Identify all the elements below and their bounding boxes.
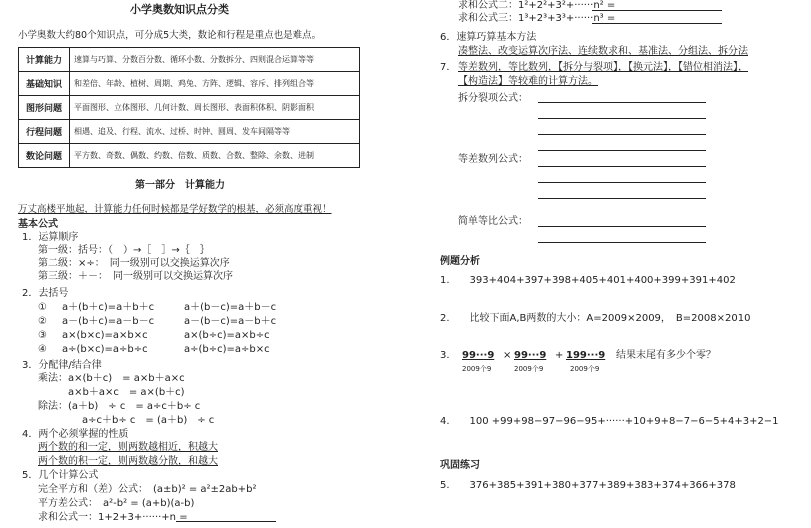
table-row bbox=[19, 72, 360, 96]
intro-text: 小学奥数大约80个知识点，可分成5大类，数论和行程是重点也是难点。 bbox=[18, 30, 322, 41]
answer-line[interactable] bbox=[592, 10, 722, 11]
table-row bbox=[19, 48, 360, 72]
example-3-number: 3. bbox=[440, 350, 450, 361]
example-3-subscript: 2009个9 bbox=[462, 365, 492, 373]
section-properties-heading: 4．两个必须掌握的性质 bbox=[22, 429, 129, 440]
formula-sum-1: 求和公式一：1+2+3+······+n = bbox=[38, 512, 188, 523]
geometric-formula-label: 简单等比公式： bbox=[458, 216, 528, 227]
answer-line[interactable] bbox=[538, 226, 706, 227]
example-3-question: 结果末尾有多少个零？ bbox=[616, 350, 716, 361]
section-advanced-heading: 7． bbox=[440, 62, 457, 73]
answer-line[interactable] bbox=[538, 134, 706, 135]
section-order-heading: 1．运算顺序 bbox=[22, 232, 79, 243]
answer-line[interactable] bbox=[176, 521, 276, 522]
property-1: 两个数的和一定，则两数越相近，积越大 bbox=[38, 442, 218, 453]
section-brackets-heading: 2．去括号 bbox=[22, 288, 69, 299]
table-row bbox=[19, 96, 360, 120]
advanced-methods-1: 等差数列，等比数列，【拆分与裂项】，【换元法】，【错位相消法】， bbox=[458, 62, 748, 73]
page-title: 小学奥数知识点分类 bbox=[130, 3, 229, 16]
category-items: 平面图形、立体图形、几何计数、周长图形、表面积体积、阴影面积 bbox=[70, 96, 360, 120]
formula-difference: 平方差公式： a²-b² = (a+b)(a-b) bbox=[38, 498, 195, 509]
example-3-subscript: 2009个9 bbox=[570, 365, 600, 373]
example-1: 1. 393+404+397+398+405+401+400+399+391+402 bbox=[440, 275, 736, 286]
category-table bbox=[18, 47, 360, 168]
answer-line[interactable] bbox=[538, 150, 706, 151]
category-name: 基础知识 bbox=[19, 72, 70, 96]
bracket-rule-num: ② bbox=[38, 316, 47, 327]
category-items: 相遇、追及、行程、流水、过桥、时钟、圆周、发车间隔等等 bbox=[70, 120, 360, 144]
answer-line[interactable] bbox=[538, 118, 706, 119]
answer-line[interactable] bbox=[538, 102, 706, 103]
arithmetic-formula-label: 等差数列公式： bbox=[458, 154, 528, 165]
div-formula-1: (a＋b) ÷ c = a÷c＋b÷ c bbox=[68, 401, 201, 412]
mul-formula-2: a×b＋a×c = a×(b＋c) bbox=[68, 387, 185, 398]
times-sign: × bbox=[503, 350, 512, 361]
advanced-methods-2-text: 【构造法】等较难的计算方法。 bbox=[458, 76, 598, 87]
bracket-rule-num: ① bbox=[38, 302, 47, 313]
bracket-rule-num: ④ bbox=[38, 344, 47, 355]
table-row bbox=[19, 120, 360, 144]
example-2: 2. 比较下面A,B两数的大小：A=2009×2009， B=2008×2010 bbox=[440, 313, 751, 324]
mul-formula-1: a×(b＋c) = a×b＋a×c bbox=[68, 373, 185, 384]
example-3-term-b: 99···9 bbox=[514, 350, 547, 361]
advanced-methods-2 bbox=[458, 76, 598, 88]
div-formula-2: a÷c＋b÷ c = (a＋b) ÷ c bbox=[82, 415, 215, 426]
bracket-rule: a－(b－c)=a－b＋c bbox=[184, 316, 277, 327]
mul-label: 乘法： bbox=[38, 373, 68, 384]
example-3-term-c: 199···9 bbox=[566, 350, 606, 361]
category-name: 图形问题 bbox=[19, 96, 70, 120]
category-items: 速算与巧算、分数百分数、循环小数、分数拆分、四则混合运算等等 bbox=[70, 48, 360, 72]
order-level-3: 第三级：＋－： 同一级别可以交换运算次序 bbox=[38, 271, 233, 282]
order-level-1: 第一级：括号：（ ）→［ ］→｛ ｝ bbox=[38, 245, 210, 256]
bracket-rule: a×(b÷c)=a×b÷c bbox=[184, 330, 270, 341]
formula-sum-2: 求和公式二：1²+2²+3²+······n² = bbox=[458, 0, 616, 11]
table-row bbox=[19, 144, 360, 168]
category-name: 计算能力 bbox=[19, 48, 70, 72]
category-items: 平方数、奇数、偶数、约数、倍数、质数、合数、整除、余数、进制 bbox=[70, 144, 360, 168]
formula-sum-3: 求和公式三：1³+2³+3³+······n³ = bbox=[458, 13, 616, 24]
bracket-rule-num: ③ bbox=[38, 330, 47, 341]
section-methods-heading: 6．速算巧算基本方法 bbox=[440, 32, 537, 43]
practice-title: 巩固练习 bbox=[440, 460, 480, 471]
bracket-rule: a＋(b－c)=a＋b－c bbox=[184, 302, 277, 313]
category-items: 和差倍、年龄、植树、周期、鸡兔、方阵、逻辑、容斥、排列组合等 bbox=[70, 72, 360, 96]
example-4: 4. 100 +99+98−97−96−95+······+10+9+8−7−6−5+4+3+2−1 bbox=[440, 416, 779, 427]
formula-square: 完全平方和（差）公式： (a±b)² = a²±2ab+b² bbox=[38, 484, 257, 495]
bracket-rule: a＋(b＋c)=a＋b＋c bbox=[62, 302, 155, 313]
split-formula-label: 拆分裂项公式： bbox=[458, 93, 528, 104]
bracket-rule: a－(b＋c)=a－b－c bbox=[62, 316, 155, 327]
methods-list: 凑整法、改变运算次序法、连续数求和、基准法、分组法、拆分法 bbox=[458, 46, 748, 57]
practice-5: 5. 376+385+391+380+377+389+383+374+366+378 bbox=[440, 480, 736, 491]
answer-line[interactable] bbox=[538, 166, 706, 167]
bracket-rule: a×(b×c)=a×b×c bbox=[62, 330, 148, 341]
bracket-rule: a÷(b÷c)=a÷b×c bbox=[184, 344, 270, 355]
answer-line[interactable] bbox=[592, 23, 722, 24]
section-formulas-heading: 5．几个计算公式 bbox=[22, 470, 99, 481]
answer-line[interactable] bbox=[538, 198, 706, 199]
category-name: 行程问题 bbox=[19, 120, 70, 144]
example-3-term-a: 99···9 bbox=[462, 350, 495, 361]
basic-title: 基本公式 bbox=[18, 219, 58, 230]
plus-sign: + bbox=[555, 350, 564, 361]
bracket-rule: a÷(b×c)=a÷b÷c bbox=[62, 344, 148, 355]
answer-line[interactable] bbox=[538, 182, 706, 183]
section-distributive-heading: 3．分配律/结合律 bbox=[22, 360, 102, 371]
property-2: 两个数的积一定，则两数越分散，和越大 bbox=[38, 456, 218, 467]
order-level-2: 第二级：×÷： 同一级别可以交换运算次序 bbox=[38, 258, 230, 269]
motto: 万丈高楼平地起，计算能力任何时候都是学好数学的根基，必须高度重视！ bbox=[18, 204, 332, 215]
category-name: 数论问题 bbox=[19, 144, 70, 168]
answer-line[interactable] bbox=[538, 242, 706, 243]
part-title: 第一部分 计算能力 bbox=[135, 180, 225, 191]
div-label: 除法： bbox=[38, 401, 68, 412]
examples-title: 例题分析 bbox=[440, 256, 480, 267]
example-3-subscript: 2009个9 bbox=[514, 365, 544, 373]
